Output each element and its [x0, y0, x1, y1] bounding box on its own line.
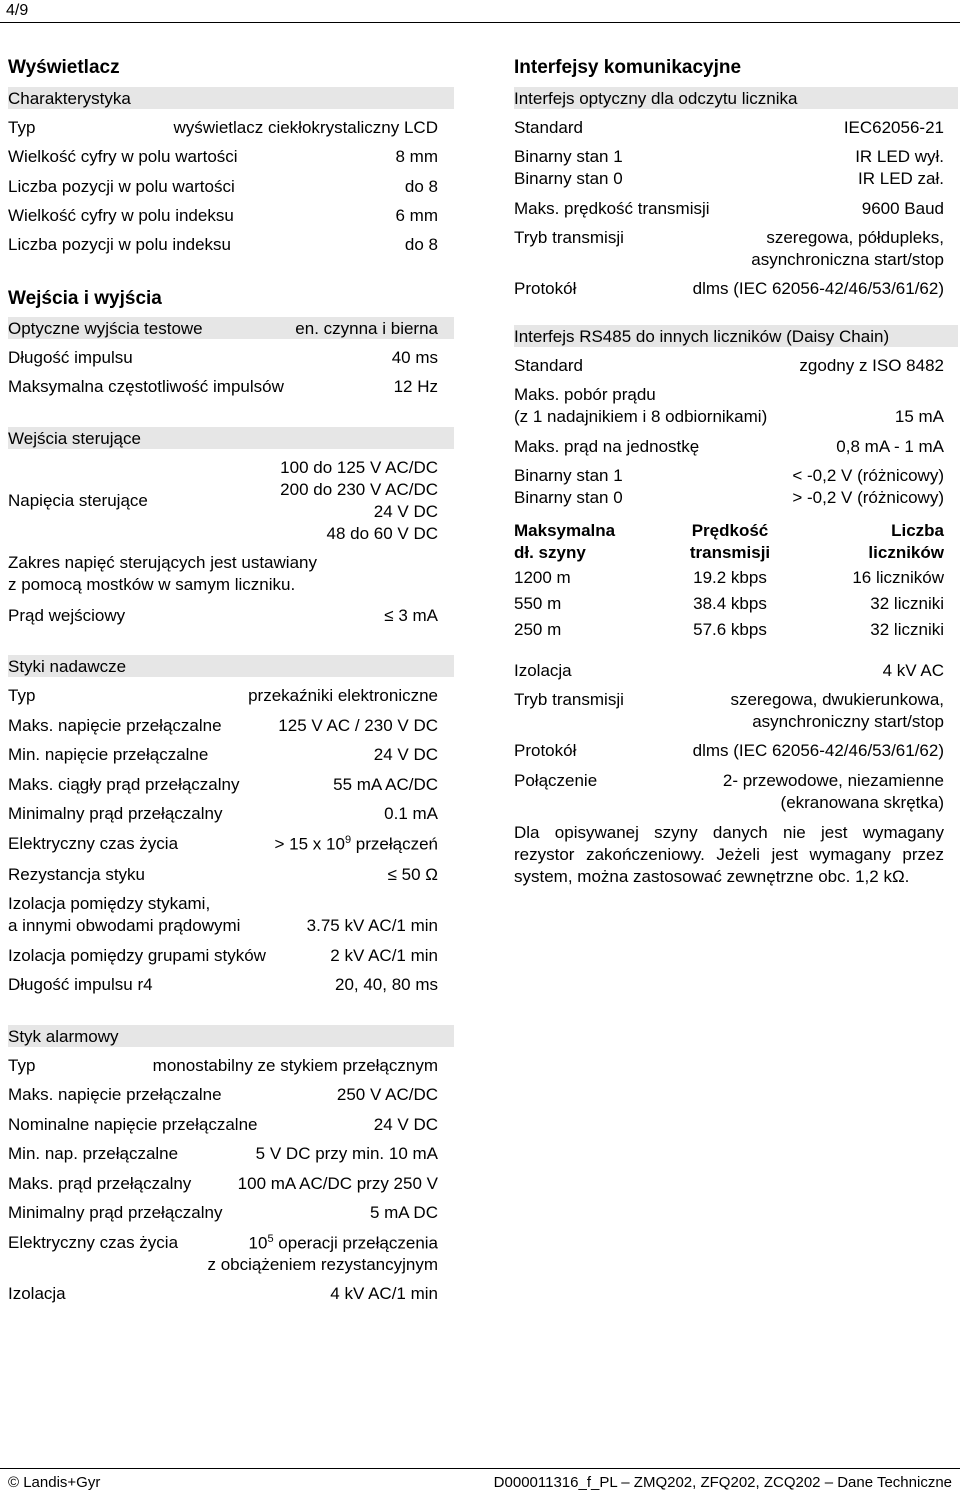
optical-mode-label: Tryb transmisji	[514, 228, 624, 247]
rs485-draw-line: Maks. pobór prądu	[514, 385, 656, 404]
optical-protocol-value: dlms (IEC 62056-42/46/53/61/62)	[692, 279, 944, 298]
alarm-row-label: Nominalne napięcie przełączalne	[8, 1115, 258, 1134]
alarm-isolation-label: Izolacja	[8, 1284, 66, 1303]
rs485-draw-value: 15 mA	[894, 407, 944, 426]
display-row-label: Liczba pozycji w polu indeksu	[8, 235, 232, 254]
alarm-row-value: 250 V AC/DC	[336, 1085, 438, 1104]
alarm-isolation-value: 4 kV AC/1 min	[330, 1284, 438, 1303]
control-voltage: 48 do 60 V DC	[326, 524, 438, 543]
output-row-label: Maks. napięcie przełączalne	[8, 716, 222, 735]
display-row-value: do 8	[404, 177, 438, 196]
optical-protocol-label: Protokół	[514, 279, 577, 298]
output-life-exponent: 9	[344, 834, 352, 846]
rs485-mode-line: szeregowa, dwukierunkowa,	[730, 690, 944, 709]
rs485-unit-label: Maks. prąd na jednostkę	[514, 437, 700, 456]
output-contacts-bar	[8, 655, 454, 677]
rs485-connection-line: 2- przewodowe, niezamienne	[722, 771, 944, 790]
alarm-type-value: monostabilny ze stykiem przełącznym	[152, 1056, 438, 1075]
isolation2-value: 2 kV AC/1 min	[330, 946, 438, 965]
alarm-min-current-label: Minimalny prąd przełączalny	[8, 1203, 223, 1222]
alarm-min-current-value: 5 mA DC	[369, 1203, 438, 1222]
footer-document-id: D000011316_f_PL – ZMQ202, ZFQ202, ZCQ202 – Dane Techniczne	[493, 1474, 952, 1491]
table-header: dł. szyny	[514, 543, 586, 562]
control-voltage: 200 do 230 V AC/DC	[280, 480, 438, 499]
rs485-bin0-label: Binarny stan 0	[514, 488, 623, 507]
input-current-value	[384, 606, 438, 626]
alarm-row-value: 5 V DC przy min. 10 mA	[255, 1144, 438, 1163]
optical-mode-line: asynchroniczna start/stop	[751, 250, 944, 269]
table-cell-length: 550 m	[514, 594, 562, 613]
output-life-base: > 15 x 10	[274, 834, 345, 854]
alarm-life-label: Elektryczny czas życia	[8, 1233, 179, 1252]
control-note-line: z pomocą mostków w samym liczniku.	[8, 575, 296, 594]
display-section-bar	[8, 87, 454, 109]
io-optical-label: Optyczne wyjścia testowe	[8, 319, 203, 338]
display-row-label: Wielkość cyfry w polu wartości	[8, 147, 238, 166]
control-voltage: 100 do 125 V AC/DC	[280, 458, 438, 477]
io-row-label: Maksymalna częstotliwość impulsów	[8, 377, 284, 396]
output-row-value: 55 mA AC/DC	[333, 775, 438, 794]
rs485-bin1-value: < -0,2 V (różnicowy)	[792, 466, 944, 485]
control-voltage: 24 V DC	[373, 502, 438, 521]
alarm-max-current-label: Maks. prąd przełączalny	[8, 1174, 192, 1193]
output-type-label: Typ	[8, 686, 36, 705]
resistance-label: Rezystancja styku	[8, 865, 145, 884]
table-cell-speed: 38.4 kbps	[693, 594, 767, 613]
alarm-life-exponent: 5	[267, 1233, 274, 1245]
isolation1-line: a innymi obwodami prądowymi	[8, 916, 241, 935]
control-voltage-label: Napięcia sterujące	[8, 491, 148, 510]
rs485-mode-line: asynchroniczny start/stop	[752, 712, 944, 731]
output-life-value	[275, 834, 438, 855]
rs485-mode-label: Tryb transmisji	[514, 690, 624, 709]
io-row-label: Długość impulsu	[8, 348, 133, 367]
input-current-label: Prąd wejściowy	[8, 606, 126, 625]
alarm-bar	[8, 1025, 454, 1047]
isolation2-label: Izolacja pomiędzy grupami styków	[8, 946, 266, 965]
interfaces-title: Interfejsy komunikacyjne	[514, 57, 742, 78]
display-row-label: Wielkość cyfry w polu indeksu	[8, 206, 234, 225]
optical-standard-label: Standard	[514, 118, 583, 137]
alarm-section: Styk alarmowy	[8, 1027, 119, 1046]
output-row-label: Minimalny prąd przełączalny	[8, 804, 223, 823]
rs485-protocol-label: Protokół	[514, 741, 577, 760]
alarm-row-label: Maks. napięcie przełączalne	[8, 1085, 222, 1104]
isolation1-line: Izolacja pomiędzy stykami,	[8, 894, 211, 913]
optical-mode-line: szeregowa, półdupleks,	[766, 228, 944, 247]
table-cell-count: 32 liczniki	[870, 620, 944, 639]
alarm-life-line2: z obciążeniem rezystancyjnym	[207, 1255, 438, 1274]
output-row-value: 24 V DC	[373, 745, 438, 764]
display-type-value: wyświetlacz ciekłokrystaliczny LCD	[173, 118, 438, 137]
table-header: transmisji	[689, 543, 771, 562]
optical-bin0-value: IR LED zał.	[858, 169, 944, 188]
table-cell-speed: 19.2 kbps	[693, 568, 767, 587]
alarm-life-value	[249, 1233, 438, 1254]
isolation1-value: 3.75 kV AC/1 min	[306, 916, 438, 935]
table-cell-length: 250 m	[514, 620, 562, 639]
display-title: Wyświetlacz	[8, 57, 120, 78]
page-number: 4/9	[6, 2, 29, 19]
io-title: Wejścia i wyjścia	[8, 288, 162, 309]
table-header: Prędkość	[691, 521, 769, 540]
rs485-standard-value: zgodny z ISO 8482	[799, 356, 944, 375]
io-row-value: 40 ms	[391, 348, 438, 367]
optical-bin1-label: Binarny stan 1	[514, 147, 623, 166]
rs485-isolation-label: Izolacja	[514, 661, 572, 680]
io-row-value: 12 Hz	[393, 377, 438, 396]
alarm-life-suffix: operacji przełączenia	[273, 1233, 438, 1253]
page-header	[0, 0, 960, 23]
rs485-standard-label: Standard	[514, 356, 583, 375]
less-equal-icon: ≤	[387, 865, 397, 884]
output-row-label: Min. napięcie przełączalne	[8, 745, 209, 764]
rs485-unit-value: 0,8 mA - 1 mA	[836, 437, 944, 456]
rs485-note: Dla opisywanej szyny danych nie jest wymagany rezystor zakończeniowy. Jeżeli jest wymagany przez system, można zastosować zewnętrzne obc. 1,2 kΩ.	[514, 823, 944, 886]
resistance-number: 50 Ω	[401, 865, 438, 884]
io-optical-bar	[8, 317, 454, 339]
display-row-label: Liczba pozycji w polu wartości	[8, 177, 235, 196]
io-optical-value: en. czynna i bierna	[295, 319, 438, 338]
output-row-value: 0.1 mA	[384, 804, 438, 823]
footer-copyright: © Landis+Gyr	[8, 1474, 101, 1491]
alarm-row-value: 24 V DC	[373, 1115, 438, 1134]
optical-bin1-value: IR LED wył.	[855, 147, 944, 166]
rs485-connection-line: (ekranowana skrętka)	[780, 793, 944, 812]
rs485-bin1-label: Binarny stan 1	[514, 466, 623, 485]
control-inputs-section: Wejścia sterujące	[8, 429, 141, 448]
display-section: Charakterystyka	[8, 89, 131, 108]
optical-speed-label: Maks. prędkość transmisji	[514, 199, 710, 218]
output-life-suffix: przełączeń	[351, 834, 438, 854]
table-header: Liczba	[891, 521, 944, 540]
rs485-connection-label: Połączenie	[514, 771, 598, 790]
control-inputs-bar	[8, 427, 454, 449]
pulse-r4-value: 20, 40, 80 ms	[334, 975, 438, 994]
output-contacts-section: Styki nadawcze	[8, 657, 127, 676]
less-equal-icon: ≤	[384, 606, 394, 625]
rs485-isolation-value: 4 kV AC	[882, 661, 944, 680]
optical-interface-section: Interfejs optyczny dla odczytu licznika	[514, 89, 798, 108]
table-header: Maksymalna	[514, 521, 616, 540]
optical-speed-value: 9600 Baud	[861, 199, 944, 218]
page-footer	[0, 1468, 960, 1493]
table-cell-length: 1200 m	[514, 568, 571, 587]
rs485-protocol-value: dlms (IEC 62056-42/46/53/61/62)	[692, 741, 944, 760]
input-current-number: 3 mA	[398, 606, 438, 625]
rs485-bin0-value: > -0,2 V (różnicowy)	[792, 488, 944, 507]
alarm-life-base: 10	[248, 1233, 268, 1253]
optical-interface-bar	[514, 87, 958, 109]
output-row-label: Maks. ciągły prąd przełączalny	[8, 775, 240, 794]
optical-standard-value: IEC62056-21	[843, 118, 944, 137]
output-row-value: 125 V AC / 230 V DC	[278, 716, 438, 735]
display-row-value: 6 mm	[395, 206, 438, 225]
table-cell-count: 16 liczników	[852, 568, 944, 587]
rs485-section: Interfejs RS485 do innych liczników (Daisy Chain)	[514, 327, 890, 346]
display-row-value: do 8	[404, 235, 438, 254]
table-cell-speed: 57.6 kbps	[693, 620, 767, 639]
alarm-row-label: Min. nap. przełączalne	[8, 1144, 179, 1163]
optical-bin0-label: Binarny stan 0	[514, 169, 623, 188]
alarm-max-current-value: 100 mA AC/DC przy 250 V	[237, 1174, 438, 1193]
output-type-value: przekaźniki elektroniczne	[248, 686, 438, 705]
control-note-line: Zakres napięć sterujących jest ustawiany	[8, 553, 317, 572]
resistance-value	[388, 865, 438, 885]
output-life-label: Elektryczny czas życia	[8, 834, 179, 853]
table-cell-count: 32 liczniki	[870, 594, 944, 613]
table-header: liczników	[868, 543, 944, 562]
rs485-draw-line: (z 1 nadajnikiem i 8 odbiornikami)	[514, 407, 768, 426]
rs485-bar	[514, 325, 958, 347]
alarm-type-label: Typ	[8, 1056, 36, 1075]
display-type-label: Typ	[8, 118, 36, 137]
pulse-r4-label: Długość impulsu r4	[8, 975, 153, 994]
display-row-value: 8 mm	[395, 147, 438, 166]
